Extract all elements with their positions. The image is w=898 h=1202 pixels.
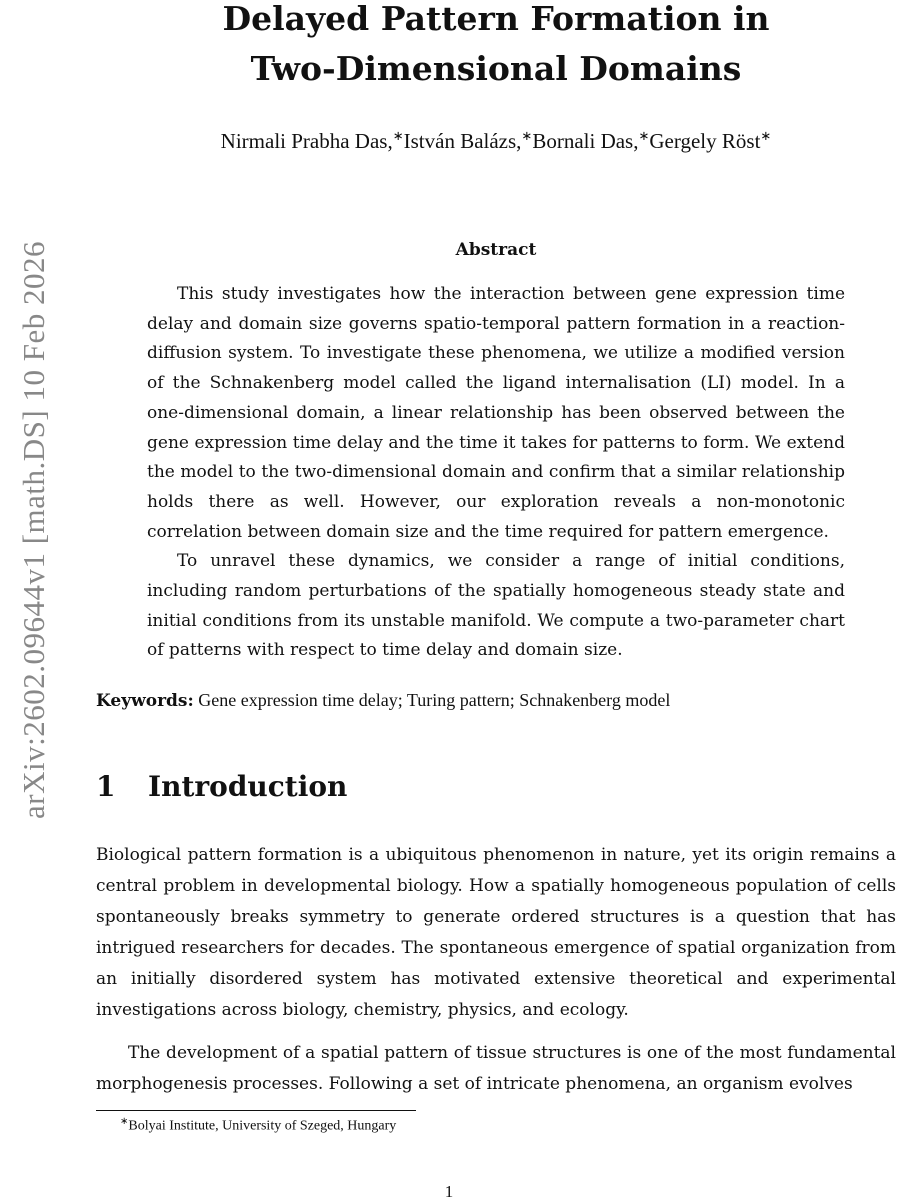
abstract-paragraph-2: To unravel these dynamics, we consider a range of initial conditions, including random perturbations of the spatially homogeneous steady state and initial conditions from its unstable manifold. We compute a two-parameter chart of patterns with respect to time delay and domain size. <box>147 551 845 661</box>
footnote-mark: ∗ <box>120 1116 129 1127</box>
keywords-text: Gene expression time delay; Turing pattern; Schnakenberg model <box>198 690 671 710</box>
body-paragraph-1: Biological pattern formation is a ubiquitous phenomenon in nature, yet its origin remains a central problem in developmental biology. How a spatially homogeneous population of cells spontaneously breaks symmetry to generate ordered structures is a question that has intrigued researchers for decades. The spontaneous emergence of spatial organization from an initially disordered system has motivated extensive theoretical and experimental investigations across biology, chemistry, physics, and ecology. <box>96 845 896 1020</box>
author-list <box>96 128 896 154</box>
page-number: 1 <box>444 1182 454 1201</box>
footnote-rule <box>96 1110 416 1111</box>
introduction-body <box>96 840 896 1112</box>
title-line-1: Delayed Pattern Formation in <box>222 0 770 38</box>
body-paragraph-2: The development of a spatial pattern of tissue structures is one of the most fundamental morphogenesis processes. Following a set of intricate phenomena, an organism evolves <box>96 1043 896 1094</box>
author-1: Nirmali Prabha Das,∗ <box>220 128 404 153</box>
author-3: Bornali Das,∗ <box>532 128 650 153</box>
title-line-2: Two-Dimensional Domains <box>250 49 742 88</box>
footnote <box>120 1116 396 1135</box>
author-4: Gergely Röst∗ <box>649 128 772 153</box>
section-heading-introduction <box>96 770 347 803</box>
footnote-text: Bolyai Institute, University of Szeged, Hungary <box>128 1118 397 1134</box>
arxiv-identifier-stamp: arXiv:2602.09644v1 [math.DS] 10 Feb 2026 <box>16 241 51 819</box>
keywords-line <box>96 690 896 711</box>
keywords-label: Keywords: <box>96 691 194 711</box>
paper-title <box>96 0 896 94</box>
abstract-paragraph-1: This study investigates how the interaction between gene expression time delay and domain size governs spatio-temporal pattern formation in a reaction-diffusion system. To investigate these phenomena, we utilize a modified version of the Schnakenberg model called the ligand internalisation (LI) model. In a one-dimensional domain, a linear relationship has been observed between the gene expression time delay and the time it takes for patterns to form. We extend the model to the two-dimensional domain and confirm that a similar relationship holds there as well. However, our exploration reveals a non-monotonic correlation between domain size and the time required for pattern emergence. <box>147 284 845 542</box>
abstract-heading: Abstract <box>455 240 537 260</box>
abstract-body <box>147 280 845 666</box>
section-number: 1 <box>96 770 116 803</box>
section-title: Introduction <box>148 770 348 803</box>
author-2: István Balázs,∗ <box>403 128 533 153</box>
